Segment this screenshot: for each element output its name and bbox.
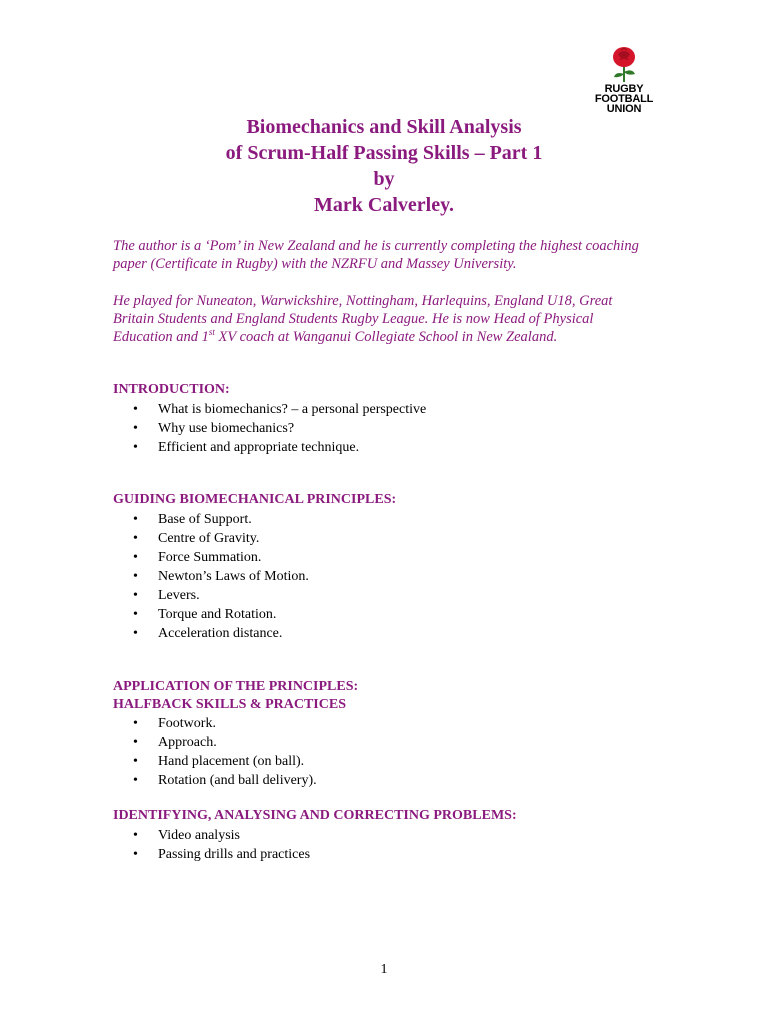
list-item: • Video analysis xyxy=(113,826,310,845)
list-item: • Acceleration distance. xyxy=(113,624,309,643)
logo-text-line: UNION xyxy=(606,103,642,115)
section-heading-problems: IDENTIFYING, ANALYSING AND CORRECTING PROBLEMS: xyxy=(113,808,517,823)
document-title xyxy=(0,114,768,218)
list-item: • Hand placement (on ball). xyxy=(113,752,317,771)
introduction-list xyxy=(113,400,426,457)
text-run: XV coach at Wanganui Collegiate School in New Zealand. xyxy=(214,329,558,345)
section-heading-application: APPLICATION OF THE PRINCIPLES: xyxy=(113,679,359,694)
section-subheading-halfback: HALFBACK SKILLS & PRACTICES xyxy=(113,697,346,712)
list-item: • Torque and Rotation. xyxy=(113,605,309,624)
red-rose-icon xyxy=(609,44,639,84)
text-run: Education and 1 xyxy=(113,329,209,345)
list-item: • Force Summation. xyxy=(113,548,309,567)
list-item: • Levers. xyxy=(113,586,309,605)
problems-list xyxy=(113,826,310,864)
list-item: • Approach. xyxy=(113,733,317,752)
title-line: of Scrum-Half Passing Skills – Part 1 xyxy=(225,142,543,164)
list-item: • What is biomechanics? – a personal perspective xyxy=(113,400,426,419)
paragraph-line: Britain Students and England Students Rugby League. He is now Head of Physical xyxy=(113,311,594,327)
section-heading-principles: GUIDING BIOMECHANICAL PRINCIPLES: xyxy=(113,492,397,507)
list-item: • Centre of Gravity. xyxy=(113,529,309,548)
title-line: by xyxy=(373,168,395,190)
ordinal-superscript: st xyxy=(208,327,215,338)
page-number: 1 xyxy=(380,962,388,977)
author-career-paragraph xyxy=(113,292,673,346)
list-item: • Efficient and appropriate technique. xyxy=(113,438,426,457)
list-item: • Why use biomechanics? xyxy=(113,419,426,438)
list-item: • Base of Support. xyxy=(113,510,309,529)
paragraph-line xyxy=(113,328,673,346)
list-item: • Footwork. xyxy=(113,714,317,733)
list-item: • Rotation (and ball delivery). xyxy=(113,771,317,790)
list-item: • Newton’s Laws of Motion. xyxy=(113,567,309,586)
logo-text xyxy=(586,84,662,114)
list-item: • Passing drills and practices xyxy=(113,845,310,864)
rfu-logo xyxy=(586,44,662,118)
principles-list xyxy=(113,510,309,643)
author-name: Mark Calverley. xyxy=(314,194,454,216)
author-bio-paragraph: The author is a ‘Pom’ in New Zealand and he is currently completing the highest coaching paper (Certificate in Rugby) with the NZRFU and Massey University. xyxy=(113,238,639,272)
title-line: Biomechanics and Skill Analysis xyxy=(246,116,522,138)
application-list xyxy=(113,714,317,790)
section-heading-introduction: INTRODUCTION: xyxy=(113,382,230,397)
logo-text-line: RUGBY xyxy=(604,83,644,95)
logo-text-line: FOOTBALL xyxy=(594,93,654,105)
paragraph-line: He played for Nuneaton, Warwickshire, Nottingham, Harlequins, England U18, Great xyxy=(113,293,613,309)
